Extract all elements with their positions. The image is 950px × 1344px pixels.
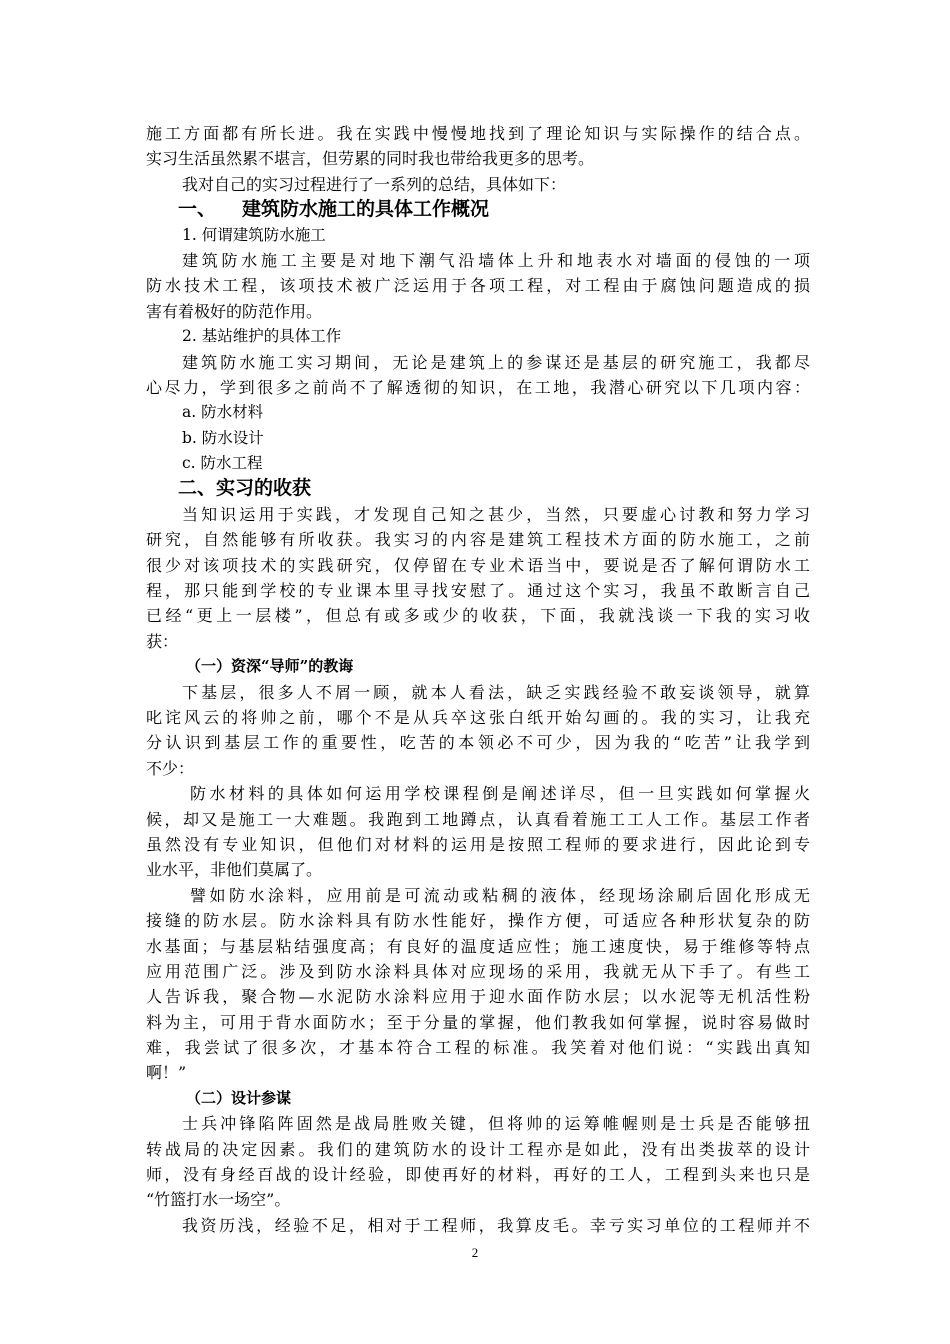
text-line: 不少： <box>146 758 195 778</box>
text-line: 分认识到基层工作的重要性，吃苦的本领必不可少，因为我的“吃苦”让我学到 <box>146 733 810 753</box>
text-line: 实习生活虽然累不堪言，但劳累的同时我也带给我更多的思考。 <box>146 149 595 169</box>
text-line: “竹篮打水一场空”。 <box>146 1190 291 1210</box>
text-line: 建筑防水施工实习期间，无论是建筑上的参谋还是基层的研究施工，我都尽 <box>182 352 810 372</box>
text-line: 我资历浅，经验不足，相对于工程师，我算皮毛。幸亏实习单位的工程师并不 <box>182 1215 810 1235</box>
section-heading-2: 二、实习的收获 <box>178 477 312 500</box>
text-line: 很少对该项技术的实践研究，仅停留在专业术语当中，要说是否了解何谓防水工 <box>146 555 810 575</box>
text-line: 难，我尝试了很多次，才基本符合工程的标准。我笑着对他们说：“实践出真知 <box>146 1038 810 1058</box>
text-line: 师，没有身经百战的设计经验，即使再好的材料，再好的工人，工程到头来也只是 <box>146 1165 810 1185</box>
subheading-2: 2. 基站维护的具体工作 <box>182 327 342 346</box>
subsection-heading-2: （二）设计参谋 <box>186 1088 292 1107</box>
text-line: 已经“更上一层楼”，但总有或多或少的收获，下面，我就浅谈一下我的实习收 <box>146 606 810 626</box>
text-line: 防水材料的具体如何运用学校课程倒是阐述详尽，但一旦实践如何掌握火 <box>190 784 810 804</box>
text-line: 研究，自然能够有所收获。我实习的内容是建筑工程技术方面的防水施工，之前 <box>146 530 810 550</box>
text-line: 我对自己的实习过程进行了一系列的总结，具体如下： <box>182 174 567 194</box>
page-content <box>146 121 810 1238</box>
text-line: 譬如防水涂料，应用前是可流动或粘稠的液体，经现场涂刷后固化形成无 <box>190 885 810 905</box>
text-line: 下基层，很多人不屑一顾，就本人看法，缺乏实践经验不敢妄谈领导，就算 <box>182 682 810 702</box>
heading-text: 建筑防水施工的具体工作概况 <box>242 198 490 221</box>
text-line: 水基面；与基层粘结强度高；有良好的温度适应性；施工速度快，易于维修等特点 <box>146 936 810 956</box>
text-line: 害有着极好的防范作用。 <box>146 301 323 321</box>
text-line: 叱诧风云的将帅之前，哪个不是从兵卒这张白纸开始勾画的。我的实习，让我充 <box>146 707 810 727</box>
text-line: 啊！” <box>146 1063 187 1083</box>
heading-number: 一、 <box>178 198 217 221</box>
text-line: 料为主，可用于背水面防水；至于分量的掌握，他们教我如何掌握，说时容易做时 <box>146 1012 810 1032</box>
text-line: 当知识运用于实践，才发现自己知之甚少，当然，只要虚心讨教和努力学习 <box>182 504 810 524</box>
text-line: 人告诉我，聚合物—水泥防水涂料应用于迎水面作防水层；以水泥等无机活性粉 <box>146 987 810 1007</box>
list-item: a. 防水材料 <box>182 403 264 422</box>
list-item: c. 防水工程 <box>182 454 263 473</box>
text-line: 防水技术工程，该项技术被广泛运用于各项工程，对工程由于腐蚀问题造成的损 <box>146 276 810 296</box>
text-line: 应用范围广泛。涉及到防水涂料具体对应现场的采用，我就无从下手了。有些工 <box>146 961 810 981</box>
text-line: 接缝的防水层。防水涂料具有防水性能好，操作方便，可适应各种形状复杂的防 <box>146 911 810 931</box>
subsection-heading-1: （一）资深“导师”的教诲 <box>186 657 354 676</box>
text-line: 获： <box>146 631 179 651</box>
section-heading-1 <box>146 197 810 222</box>
text-line: 施工方面都有所长进。我在实践中慢慢地找到了理论知识与实际操作的结合点。 <box>146 124 810 143</box>
text-line: 业水平，非他们莫属了。 <box>146 860 323 880</box>
text-line: 候，却又是施工一大难题。我跑到工地蹲点，认真看着施工工人工作。基层工作者 <box>146 809 810 829</box>
page-number: 2 <box>471 1245 479 1260</box>
list-item: b. 防水设计 <box>182 428 264 447</box>
subheading-1: 1. 何谓建筑防水施工 <box>182 225 326 244</box>
text-line: 心尽力，学到很多之前尚不了解透彻的知识，在工地，我潜心研究以下几项内容： <box>146 377 810 397</box>
text-line: 士兵冲锋陷阵固然是战局胜败关键，但将帅的运筹帷幄则是士兵是否能够扭 <box>182 1114 810 1134</box>
text-line: 建筑防水施工主要是对地下潮气沿墙体上升和地表水对墙面的侵蚀的一项 <box>182 250 810 270</box>
text-line: 虽然没有专业知识，但他们对材料的运用是按照工程师的要求进行，因此论到专 <box>146 834 810 854</box>
text-line: 程，那只能到学校的专业课本里寻找安慰了。通过这个实习，我虽不敢断言自己 <box>146 581 810 601</box>
text-line: 转战局的决定因素。我们的建筑防水的设计工程亦是如此，没有出类拔萃的设计 <box>146 1139 810 1159</box>
